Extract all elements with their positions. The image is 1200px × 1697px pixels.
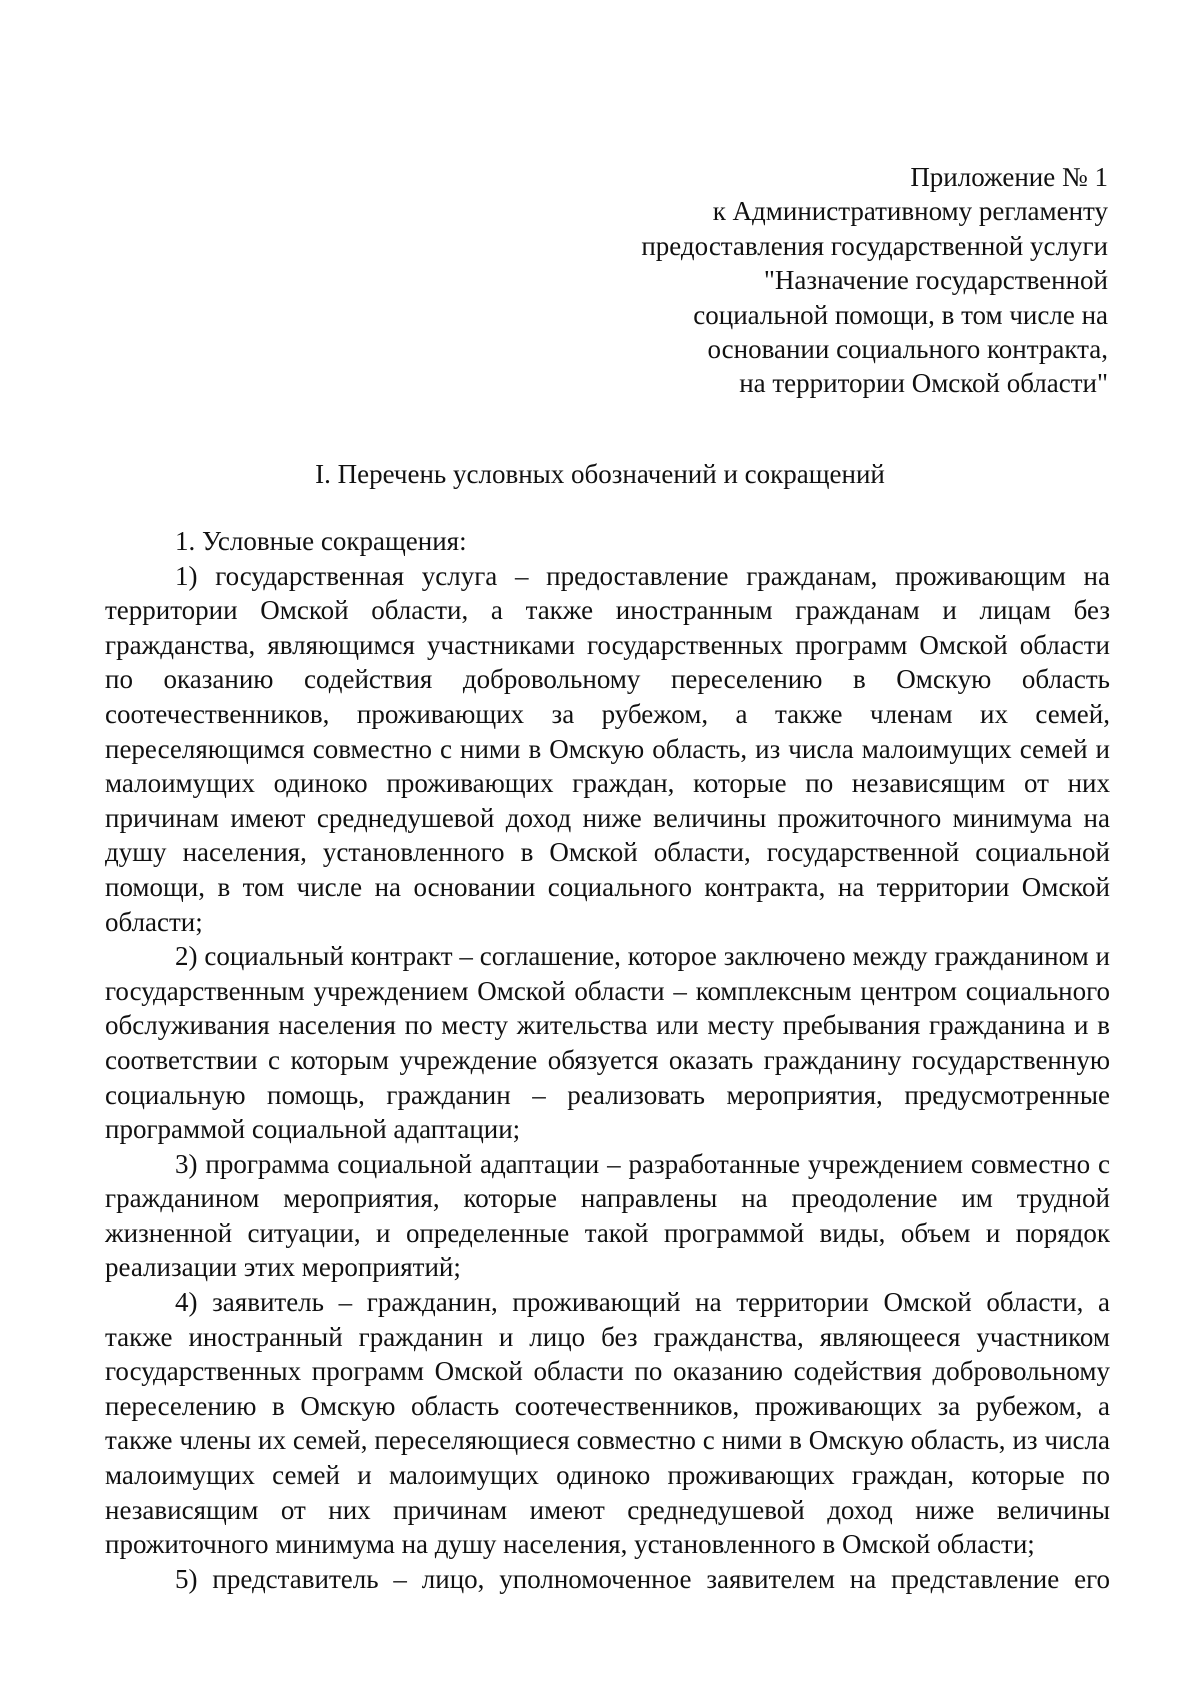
paragraph-item-3: 3) программа социальной адаптации – разработанные учреждением совместно с гражданином мероприятия, которые направлены на преодоление им трудной жизненной ситуации, и определенные такой программой виды, объем и порядок реализации этих мероприятий; (105, 1148, 1110, 1283)
paragraph-item-5: 5) представитель – лицо, уполномоченное заявителем на представление его (175, 1563, 1110, 1594)
document-body (105, 524, 1110, 1596)
appendix-header-line: Приложение № 1 (910, 162, 1108, 192)
paragraph-item-1: 1) государственная услуга – предоставление гражданам, проживающим на территории Омской области, а также иностранным гражданам и лицам без гражданства, являющимся участниками государственных программ Омской области по оказанию содействия добровольному переселению в Омскую область соотечественников, проживающих за рубежом, а также членам их семей, переселяющимся совместно с ними в Омскую область, из числа малоимущих семей и малоимущих одиноко проживающих граждан, которые по независящим от них причинам имеют среднедушевой доход ниже величины прожиточного минимума на душу населения, установленного в Омской области, государственной социальной помощи, в том числе на основании социального контракта, на территории Омской области; (105, 560, 1110, 937)
paragraph-item-2: 2) социальный контракт – соглашение, которое заключено между гражданином и государственным учреждением Омской области – комплексным центром социального обслуживания населения по месту жительства или месту пребывания гражданина и в соответствии с которым учреждение обязуется оказать гражданину государственную социальную помощь, гражданин – реализовать мероприятия, предусмотренные программой социальной адаптации; (105, 941, 1110, 1145)
appendix-header-line: основании социального контракта, (707, 334, 1108, 365)
appendix-header-line: "Назначение государственной (763, 265, 1108, 296)
appendix-header-line: предоставления государственной услуги (641, 230, 1108, 261)
appendix-header-line: к Административному регламенту (712, 196, 1108, 227)
appendix-header (548, 160, 1108, 401)
appendix-header-line: на территории Омской области" (739, 368, 1108, 399)
appendix-header-line: социальной помощи, в том числе на (693, 299, 1108, 330)
section-heading: I. Перечень условных обозначений и сокращений (315, 459, 885, 489)
paragraph-item-4: 4) заявитель – гражданин, проживающий на территории Омской области, а также иностранный гражданин и лицо без гражданства, являющееся участником государственных программ Омской области по оказанию содействия добровольному переселению в Омскую область соотечественников, проживающих за рубежом, а также члены их семей, переселяющиеся совместно с ними в Омскую область, из числа малоимущих семей и малоимущих одиноко проживающих граждан, которые по независящим от них причинам имеют среднедушевой доход ниже величины прожиточного минимума на душу населения, установленного в Омской области; (105, 1287, 1110, 1560)
paragraph-abbreviations-title: 1. Условные сокращения: (175, 526, 467, 556)
